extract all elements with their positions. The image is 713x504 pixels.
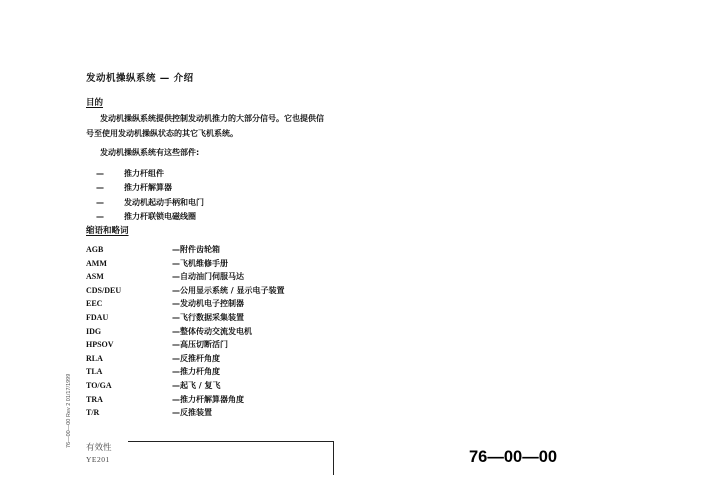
abbreviation-term: EEC [86,299,103,309]
purpose-line-1: 发动机操纵系统提供控制发动机推力的大部分信号。它也提供信 [100,114,324,123]
document-number: 76—00—00 [469,448,558,466]
bullet-dash: — [96,169,104,178]
revision-note-text: 76—00—00 Rev 2 01/17/1999 [66,373,72,448]
abbreviation-term: FDAU [86,312,109,322]
abbreviation-definition: —附件齿轮箱 [172,245,220,254]
abbreviation-row [86,267,285,281]
component-label: 推力杆联锁电磁线圈 [124,211,196,221]
list-item [96,210,204,224]
abbreviation-definition: —反推杆角度 [172,353,220,363]
purpose-paragraph [86,111,376,141]
component-label: 推力杆解算器 [124,183,172,193]
abbreviation-term: HPSOV [86,340,114,350]
abbreviation-definition: —飞机维修手册 [172,258,228,268]
abbreviation-term: T/R [86,408,100,418]
abbreviation-definition: —推力杆解算器角度 [172,394,244,404]
abbreviation-row [86,349,285,363]
abbreviation-definition: —自动油门伺服马达 [172,272,244,282]
abbreviation-term: TRA [86,394,103,404]
abbreviation-row [86,362,285,376]
abbreviation-row [86,403,285,417]
bullet-dash: — [96,183,104,193]
page-title: 发动机操纵系统 — 介绍 [86,73,194,84]
components-intro-text: 发动机操纵系统有这些部件: [100,148,200,157]
list-item [96,167,204,181]
abbreviations-list [86,240,285,417]
abbreviation-row [86,240,285,254]
abbreviation-definition: —高压切断活门 [172,340,228,350]
footer-divider [333,441,334,475]
purpose-heading: 目的 [86,98,104,108]
component-label: 推力杆组件 [124,169,164,178]
purpose-line-2: 号至使用发动机操纵状态的其它飞机系统。 [86,129,238,138]
abbreviation-definition: —起飞 / 复飞 [172,380,221,390]
abbreviation-row [86,308,285,322]
abbreviation-row [86,376,285,390]
revision-margin-note [66,338,76,448]
abbreviation-row [86,390,285,404]
footer-rule [128,441,334,442]
abbreviation-term: AMM [86,258,107,268]
abbreviation-term: TO/GA [86,380,112,390]
effectivity-code: YE201 [86,455,110,464]
abbreviations-heading: 缩语和略词 [86,226,129,236]
abbreviation-row [86,335,285,349]
list-item [96,181,204,195]
list-item [96,196,204,210]
abbreviation-term: CDS/DEU [86,285,122,295]
abbreviation-row [86,322,285,336]
abbreviation-row [86,254,285,268]
bullet-dash: — [96,197,104,207]
abbreviation-term: IDG [86,326,102,336]
abbreviation-definition: —反推装置 [172,408,212,418]
components-list [96,167,204,224]
abbreviation-definition: —发动机电子控制器 [172,299,244,309]
bullet-dash: — [96,211,104,221]
abbreviation-term: ASM [86,272,104,282]
components-intro [86,145,376,160]
component-label: 发动机起动手柄和电门 [124,197,204,207]
abbreviation-definition: —公用显示系统 / 显示电子装置 [172,285,285,295]
abbreviation-definition: —飞行数据采集装置 [172,312,244,322]
abbreviation-definition: —推力杆角度 [172,367,220,377]
effectivity-label: 有效性 [86,442,112,452]
abbreviation-term: AGB [86,245,104,254]
abbreviation-term: RLA [86,353,103,363]
abbreviation-definition: —整体传动交流发电机 [172,326,252,336]
abbreviation-row [86,281,285,295]
abbreviation-term: TLA [86,367,103,377]
